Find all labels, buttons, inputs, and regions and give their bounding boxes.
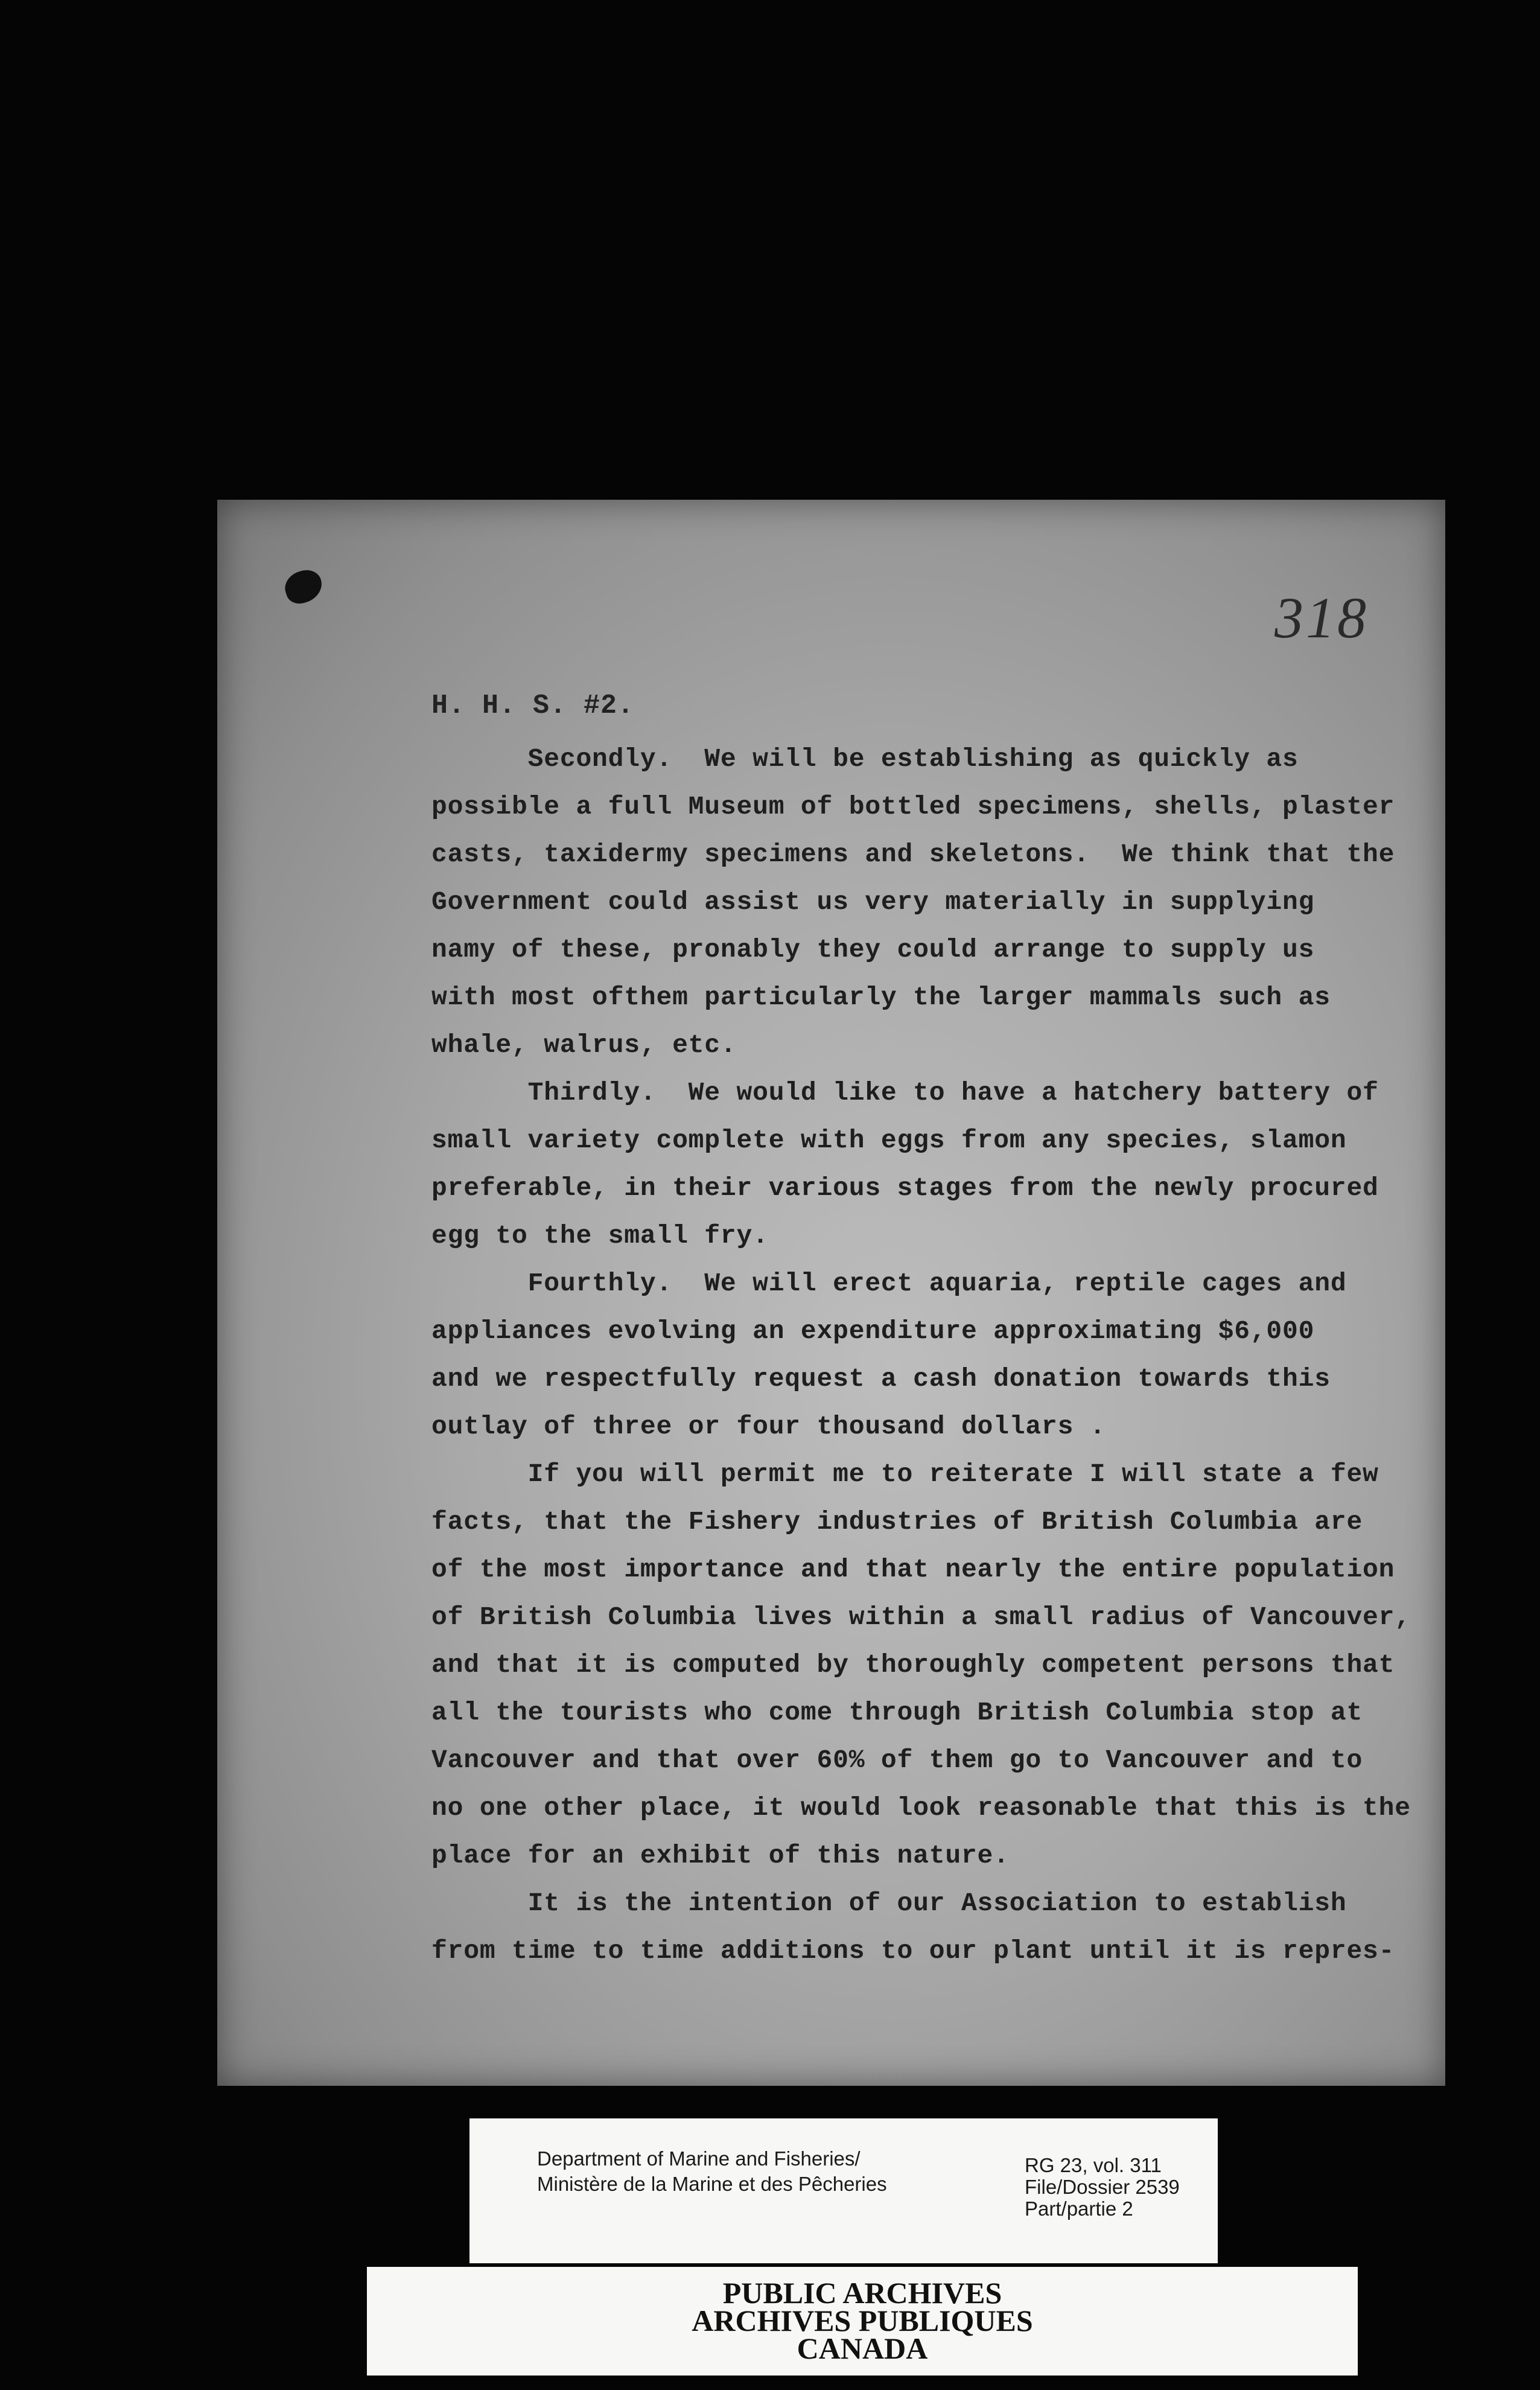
text-line: and that it is computed by thoroughly competent persons that [431,1650,1395,1680]
text-line: from time to time additions to our plant until it is repres- [431,1936,1395,1966]
text-line: possible a full Museum of bottled specimens, shells, plaster [431,792,1395,821]
file-number: File/Dossier 2539 [1025,2176,1180,2198]
text-line: with most ofthem particularly the larger mammals such as [431,983,1331,1012]
department-name [537,2146,887,2197]
text-line: all the tourists who come through British Columbia stop at [431,1698,1363,1727]
text-line: place for an exhibit of this nature. [431,1841,1010,1870]
text-line: If you will permit me to reiterate I will state a few [431,1459,1379,1489]
public-archives-stamp [367,2267,1358,2376]
text-line: appliances evolving an expenditure approximating $6,000 [431,1316,1315,1346]
text-line: Thirdly. We would like to have a hatchery battery of [431,1078,1379,1107]
part-number: Part/partie 2 [1025,2197,1133,2220]
text-line: of the most importance and that nearly the entire population [431,1555,1395,1584]
record-group: RG 23, vol. 311 [1025,2154,1162,2176]
archives-line-en: PUBLIC ARCHIVES [722,2276,1002,2310]
typed-letter-page [217,500,1445,2086]
department-en: Department of Marine and Fisheries/ [537,2147,861,2170]
text-line: no one other place, it would look reasonable that this is the [431,1793,1411,1823]
text-line: It is the intention of our Association to establish [431,1888,1347,1918]
text-line: casts, taxidermy specimens and skeletons. We think that the [431,840,1395,869]
text-line: outlay of three or four thousand dollars . [431,1412,1106,1441]
folio-number: 318 [1274,585,1369,650]
text-line: Fourthly. We will erect aquaria, reptile cages and [431,1269,1347,1298]
archive-reference-label [469,2118,1218,2263]
text-line: Government could assist us very materially in supplying [431,887,1315,917]
text-line: egg to the small fry. [431,1221,769,1251]
text-line: namy of these, pronably they could arrange to supply us [431,935,1315,964]
text-line: of British Columbia lives within a small radius of Vancouver, [431,1602,1411,1632]
text-line: facts, that the Fishery industries of British Columbia are [431,1507,1363,1537]
punch-hole [281,566,326,608]
text-line: and we respectfully request a cash donation towards this [431,1364,1331,1394]
letter-body [431,735,1433,1975]
text-line: Secondly. We will be establishing as quickly as [431,744,1299,774]
archives-line-fr: ARCHIVES PUBLIQUES [692,2304,1033,2337]
department-fr: Ministère de la Marine et des Pêcheries [537,2173,887,2195]
page-header: H. H. S. #2. [431,690,635,721]
text-line: small variety complete with eggs from any species, slamon [431,1126,1347,1155]
reference-numbers [1025,2155,1180,2220]
archives-line-country: CANADA [797,2331,928,2365]
text-line: Vancouver and that over 60% of them go to Vancouver and to [431,1745,1363,1775]
text-line: whale, walrus, etc. [431,1030,737,1060]
text-line: preferable, in their various stages from the newly procured [431,1173,1379,1203]
